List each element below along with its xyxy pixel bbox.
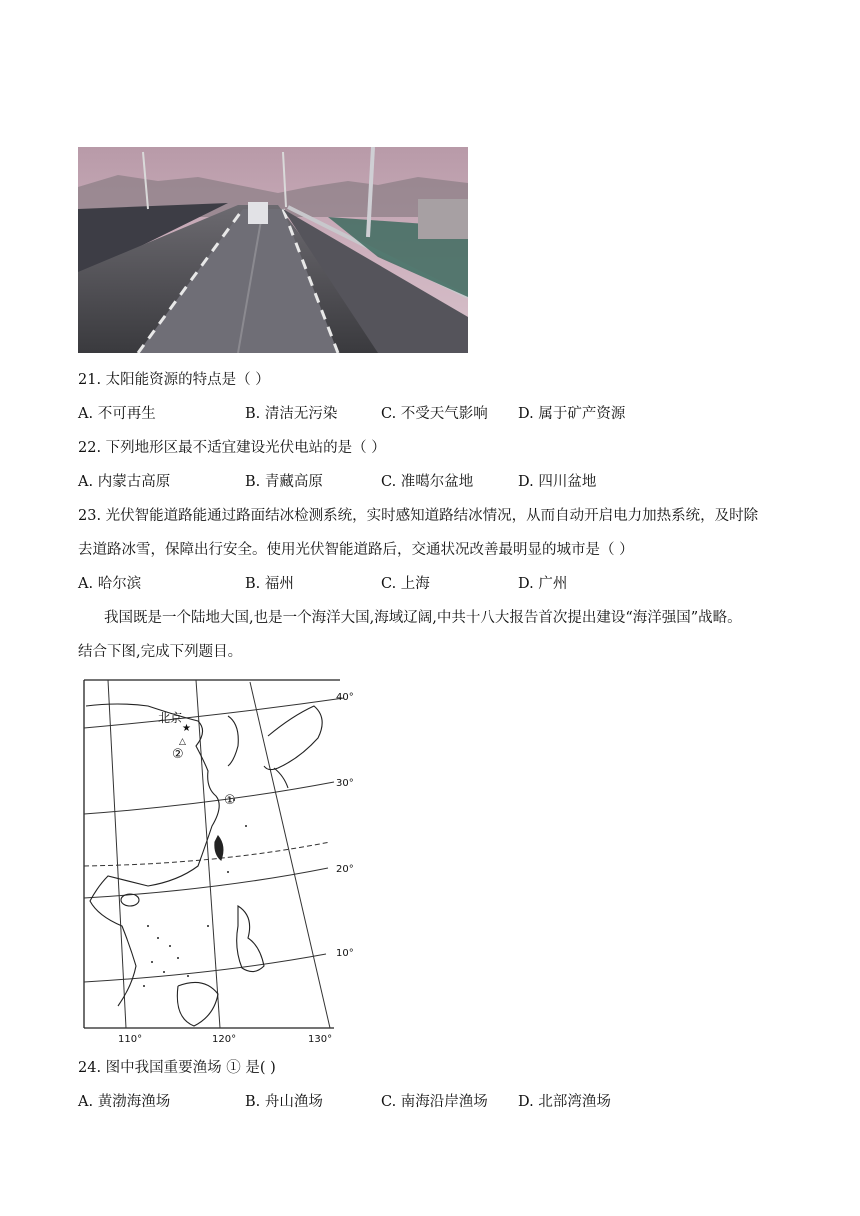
east-asia-map	[78, 676, 360, 1044]
question-21-stem: 21. 太阳能资源的特点是（ ）	[78, 372, 270, 388]
passage-line-1: 我国既是一个陆地大国,也是一个海洋大国,海域辽阔,中共十八大报告首次提出建设“海洋强国”战略。	[104, 610, 742, 626]
triangle-marker-icon: △	[179, 737, 186, 747]
q24-option-d: D. 北部湾渔场	[518, 1094, 611, 1110]
q21-option-a: A. 不可再生	[78, 406, 156, 422]
lon-label-110: 110°	[118, 1034, 143, 1044]
question-23-stem-line2: 去道路冰雪，保障出行安全。使用光伏智能道路后，交通状况改善最明显的城市是（ ）	[78, 542, 634, 558]
question-22-stem: 22. 下列地形区最不适宜建设光伏电站的是（ ）	[78, 440, 386, 456]
lon-label-120: 120°	[212, 1034, 237, 1044]
q21-option-d: D. 属于矿产资源	[518, 406, 626, 422]
lat-label-20: 20°	[336, 864, 354, 875]
question-23-stem-line1: 23. 光伏智能道路能通过路面结冰检测系统，实时感知道路结冰情况，从而自动开启电力加热系统，及时除	[78, 508, 759, 524]
passage-line-2: 结合下图,完成下列题目。	[78, 644, 243, 660]
beijing-star-icon: ★	[182, 723, 191, 734]
lat-label-30: 30°	[336, 778, 354, 789]
lat-label-40: 40°	[336, 692, 354, 703]
lat-label-10: 10°	[336, 948, 354, 959]
q24-option-c: C. 南海沿岸渔场	[381, 1094, 488, 1110]
photovoltaic-road-photo	[78, 147, 468, 353]
q21-option-b: B. 清洁无污染	[245, 406, 338, 422]
map-marker-2: ②	[172, 747, 184, 762]
q23-option-c: C. 上海	[381, 576, 430, 592]
q22-option-c: C. 准噶尔盆地	[381, 474, 474, 490]
q21-option-c: C. 不受天气影响	[381, 406, 488, 422]
q22-option-b: B. 青藏高原	[245, 474, 323, 490]
q22-option-a: A. 内蒙古高原	[78, 474, 171, 490]
q22-option-d: D. 四川盆地	[518, 474, 597, 490]
q23-option-a: A. 哈尔滨	[78, 576, 142, 592]
q23-option-b: B. 福州	[245, 576, 294, 592]
beijing-label: 北京	[158, 711, 183, 725]
q24-option-a: A. 黄渤海渔场	[78, 1094, 171, 1110]
q23-option-d: D. 广州	[518, 576, 568, 592]
question-24-stem: 24. 图中我国重要渔场 ① 是( )	[78, 1060, 276, 1076]
map-marker-1: ①	[224, 793, 236, 808]
lon-label-130: 130°	[308, 1034, 333, 1044]
q24-option-b: B. 舟山渔场	[245, 1094, 323, 1110]
